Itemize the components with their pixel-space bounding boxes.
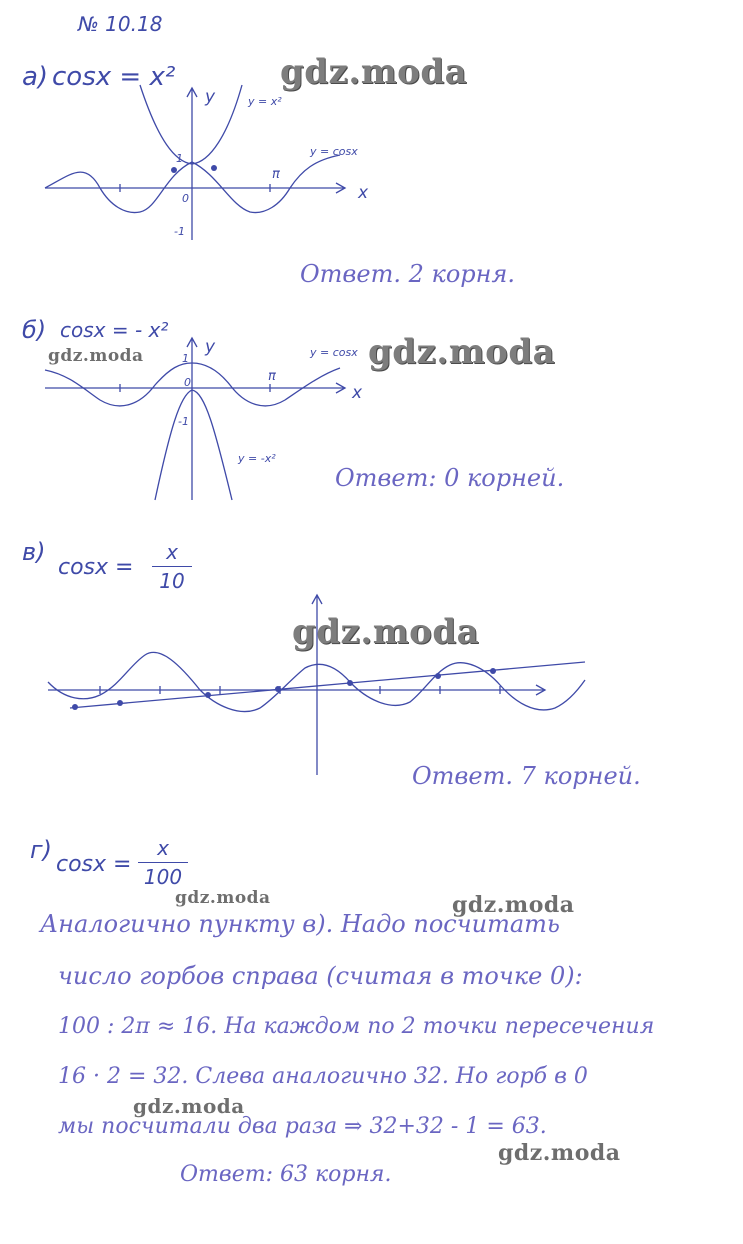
part-a-graph <box>40 80 370 250</box>
part-c-intersection-3 <box>205 692 211 698</box>
part-c-answer: Ответ. 7 корней. <box>412 762 641 790</box>
part-a-zero-label: 0 <box>182 192 189 205</box>
part-a-equation: cosx = x² <box>52 62 176 92</box>
part-d-label: г) <box>30 836 52 864</box>
part-a-x-label: x <box>358 183 369 203</box>
part-b-cos-label: y = cosx <box>310 346 358 359</box>
part-b-parabola <box>155 390 232 500</box>
part-b-one-label: 1 <box>182 352 189 365</box>
part-d-line-2: число горбов справа (считая в точке 0): <box>58 962 583 990</box>
part-b-y-label: y <box>205 337 216 357</box>
part-c-fraction <box>152 540 192 593</box>
part-a-minus-one-label: -1 <box>174 225 185 238</box>
part-c-fraction-num: x <box>166 540 178 564</box>
part-b-label: б) <box>22 316 47 344</box>
part-a-parabola-label: y = x² <box>248 95 282 108</box>
part-c-line <box>70 662 585 708</box>
watermark-8: gdz.moda <box>498 1140 621 1166</box>
part-a-label: а) <box>22 62 49 92</box>
part-d-answer: Ответ: 63 корня. <box>180 1162 392 1187</box>
part-c-fraction-den: 10 <box>159 569 185 593</box>
part-a-intersection-2 <box>211 165 217 171</box>
part-c-intersection-7 <box>490 668 496 674</box>
part-b-minus-one-label: -1 <box>178 415 189 428</box>
part-c-intersection-4 <box>275 686 281 692</box>
part-b-pi-label: π <box>268 369 276 384</box>
part-d-equation: cosx = <box>56 852 132 877</box>
part-c-intersection-5 <box>347 680 353 686</box>
part-b-parabola-label: y = -x² <box>238 452 276 465</box>
part-d-line-3: 100 : 2π ≈ 16. На каждом по 2 точки пересечения <box>58 1014 655 1039</box>
part-a-answer: Ответ. 2 корня. <box>300 260 515 288</box>
part-a-intersection-1 <box>171 167 177 173</box>
watermark-5: gdz.moda <box>175 888 271 908</box>
part-d-line-4: 16 · 2 = 32. Слева аналогично 32. Но горб в 0 <box>58 1064 588 1089</box>
watermark-3: gdz.moda <box>48 346 144 366</box>
part-c-intersection-1 <box>72 704 78 710</box>
part-d-fraction-num: x <box>157 836 169 860</box>
part-d-line-1: Аналогично пункту в). Надо посчитать <box>40 910 560 938</box>
watermark-6: gdz.moda <box>452 892 575 918</box>
part-c-intersection-2 <box>117 700 123 706</box>
part-a-cos-label: y = cosx <box>310 145 358 158</box>
part-d-line-5: мы посчитали два раза ⇒ 32+32 - 1 = 63. <box>58 1114 547 1139</box>
part-b-answer: Ответ: 0 корней. <box>335 464 565 492</box>
part-c-intersection-6 <box>435 673 441 679</box>
part-b-x-label: x <box>352 383 363 403</box>
part-d-fraction-den: 100 <box>143 865 183 889</box>
part-c-equation: cosx = <box>58 555 134 580</box>
part-c-label: в) <box>22 538 46 566</box>
watermark-7: gdz.moda <box>133 1094 245 1118</box>
part-d-fraction <box>138 836 188 889</box>
part-b-zero-label: 0 <box>184 376 191 389</box>
part-a-one-label: 1 <box>176 152 183 165</box>
part-a-pi-label: π <box>272 167 280 182</box>
watermark-2: gdz.moda <box>368 332 556 372</box>
part-a-y-label: y <box>205 87 216 107</box>
problem-number: № 10.18 <box>78 12 163 36</box>
watermark-4: gdz.moda <box>292 612 480 652</box>
part-b-equation: cosx = - x² <box>60 318 169 342</box>
watermark-1: gdz.moda <box>280 52 468 92</box>
part-a-parabola <box>140 85 242 164</box>
